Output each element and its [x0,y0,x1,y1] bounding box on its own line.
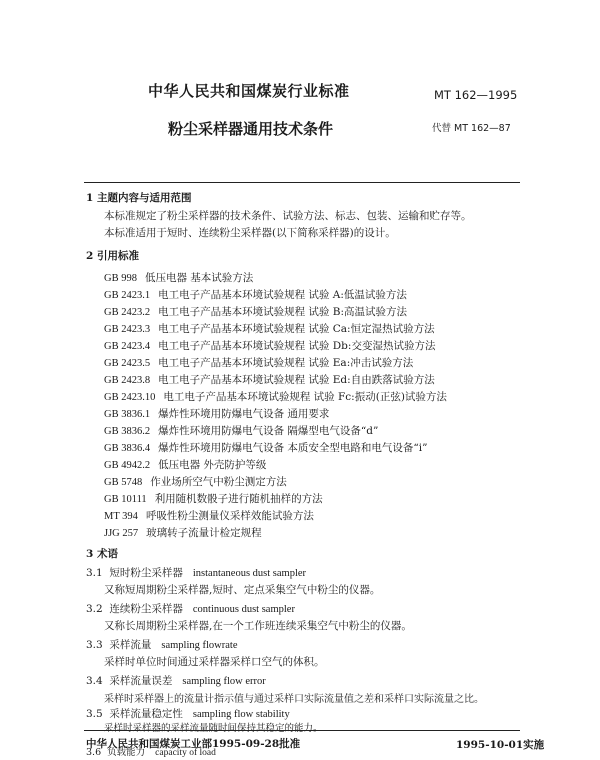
reference-item [104,287,407,302]
reference-item [104,423,378,438]
section-1-heading: 1 主题内容与适用范围 [86,192,192,204]
reference-item [104,440,428,455]
reference-title: 作业场所空气中粉尘测定方法 [150,476,287,488]
industry-standard-header: 中华人民共和国煤炭行业标准 [148,82,350,100]
term-number: 3.1 [86,567,103,579]
reference-code: GB 4942.2 [104,460,151,471]
term-heading [86,637,238,652]
reference-title: 电工电子产品基本环境试验规程 试验 Ca:恒定湿热试验方法 [158,323,435,335]
reference-code: GB 2423.3 [104,324,151,335]
reference-title: 玻璃转子流量计检定规程 [146,527,262,539]
term-english: sampling flow error [182,676,266,687]
reference-item [104,525,262,540]
reference-item [104,355,413,370]
reference-item [104,372,435,387]
term-chinese: 连续粉尘采样器 [109,603,183,615]
term-english: continuous dust sampler [192,604,295,615]
reference-title: 电工电子产品基本环境试验规程 试验 B:高温试验方法 [158,306,408,318]
reference-code: MT 394 [104,511,138,522]
reference-code: GB 10111 [104,494,147,505]
term-chinese: 负载能力 [107,747,146,758]
reference-title: 爆炸性环境用防爆电气设备 隔爆型电气设备“d” [158,425,379,437]
term-number: 3.6 [86,747,102,758]
reference-item [104,270,253,285]
reference-code: GB 2423.2 [104,307,151,318]
term-number: 3.5 [86,708,103,720]
reference-title: 爆炸性环境用防爆电气设备 通用要求 [158,408,330,420]
term-chinese: 采样流量稳定性 [109,708,183,720]
section-2-heading: 2 引用标准 [86,250,139,262]
term-description: 采样时采样器上的流量计指示值与通过采样口实际流量值之差和采样口实际流量之比。 [104,694,484,705]
reference-title: 电工电子产品基本环境试验规程 试验 A:低温试验方法 [158,289,407,301]
reference-item [104,491,323,506]
section-1-paragraph-1: 本标准规定了粉尘采样器的技术条件、试验方法、标志、包装、运输和贮存等。 [104,210,472,222]
implementation-date: 1995-10-01实施 [456,739,545,751]
reference-item [104,338,435,353]
term-number: 3.2 [86,603,103,615]
reference-item [104,508,314,523]
term-chinese: 采样流量 [109,639,152,651]
reference-item [104,304,407,319]
reference-code: GB 2423.5 [104,358,151,369]
reference-code: GB 998 [104,273,137,284]
reference-title: 电工电子产品基本环境试验规程 试验 Db:交变湿热试验方法 [158,340,436,352]
term-english: instantaneous dust sampler [192,568,307,579]
reference-title: 低压电器 基本试验方法 [144,272,254,284]
approval-line: 中华人民共和国煤炭工业部1995-09-28批准 [86,738,301,750]
header-divider [84,182,520,183]
section-1-paragraph-2: 本标准适用于短时、连续粉尘采样器(以下简称采样器)的设计。 [104,227,396,239]
standard-code: MT 162—1995 [434,88,518,102]
section-3-heading: 3 术语 [86,548,118,560]
reference-code: GB 3836.2 [104,426,151,437]
reference-code: GB 3836.1 [104,409,151,420]
reference-title: 低压电器 外壳防护等级 [158,459,267,471]
reference-code: GB 2423.4 [104,341,151,352]
term-heading [86,601,295,616]
reference-title: 电工电子产品基本环境试验规程 试验 Fc:振动(正弦)试验方法 [163,391,447,403]
document-title: 粉尘采样器通用技术条件 [168,120,334,138]
replaces-note: 代替 MT 162—87 [432,123,511,134]
reference-title: 呼吸性粉尘测量仪采样效能试验方法 [145,510,314,522]
term-description: 又称长周期粉尘采样器,在一个工作班连续采集空气中粉尘的仪器。 [104,620,412,632]
reference-item [104,474,287,489]
reference-title: 电工电子产品基本环境试验规程 试验 Ea:冲击试验方法 [158,357,414,369]
term-number: 3.4 [86,675,103,687]
reference-code: JJG 257 [104,528,139,539]
term-english: sampling flowrate [161,640,238,651]
reference-code: GB 2423.1 [104,290,151,301]
term-english: capacity of load [155,748,216,758]
reference-item [104,321,435,336]
term-description: 采样时采样器的采样流量随时间保持其稳定的能力。 [104,723,323,734]
term-heading [86,706,290,721]
term-number: 3.3 [86,639,103,651]
reference-title: 爆炸性环境用防爆电气设备 本质安全型电路和电气设备“i” [158,442,428,454]
term-chinese: 采样流量误差 [109,675,173,687]
reference-title: 利用随机数骰子进行随机抽样的方法 [154,493,323,505]
term-chinese: 短时粉尘采样器 [109,567,183,579]
term-heading [86,673,266,688]
reference-item [104,406,329,421]
reference-code: GB 5748 [104,477,143,488]
term-description: 又称短周期粉尘采样器,短时、定点采集空气中粉尘的仪器。 [104,584,381,596]
reference-item [104,389,447,404]
reference-title: 电工电子产品基本环境试验规程 试验 Ed:自由跌落试验方法 [158,374,435,386]
footer-divider [84,730,520,731]
reference-code: GB 2423.10 [104,392,156,403]
term-english: sampling flow stability [192,709,290,720]
reference-item [104,457,266,472]
reference-code: GB 2423.8 [104,375,151,386]
term-description: 采样时单位时间通过采样器采样口空气的体积。 [104,656,325,668]
term-heading [86,565,306,580]
reference-code: GB 3836.4 [104,443,151,454]
